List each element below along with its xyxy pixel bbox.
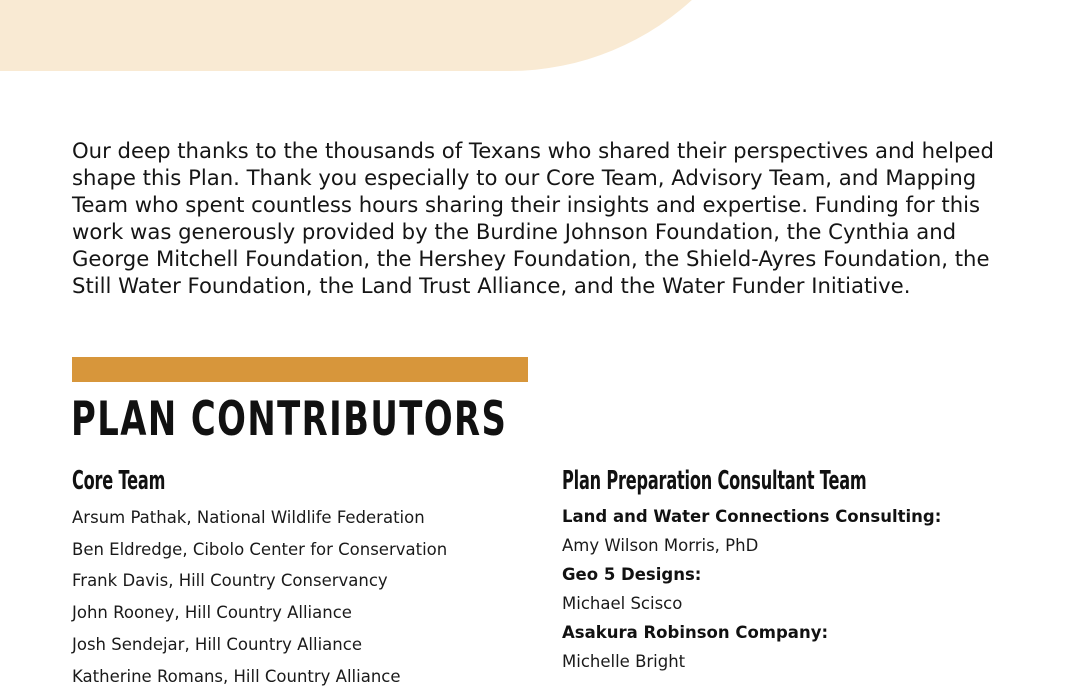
consultant-person: Michael Scisco [562,594,683,613]
consultant-org-name: Land and Water Connections Consulting: [562,507,942,526]
consultant-org-name: Asakura Robinson Company: [562,623,829,642]
core-team-member: Katherine Romans, Hill Country Alliance [72,666,401,686]
core-team-list [72,502,542,692]
consultant-person: Amy Wilson Morris, PhD [562,536,759,555]
core-team-member: Ben Eldredge, Cibolo Center for Conservation [72,539,448,559]
core-team-heading: Core Team [72,466,166,496]
consultant-team-heading: Plan Preparation Consultant Team [562,466,867,496]
consultant-team-column [562,464,1042,676]
intro-paragraph: Our deep thanks to the thousands of Texans who shared their perspectives and helped shape this Plan. Thank you especially to our Core Team, Advisory Team, and Mapping Team who spent countless hours sharing their insights and expertise. Funding for this work was generously provided by the Burdine Johnson Foundation, the Cynthia and George Mitchell Foundation, the Hershey Foundation, the Shield-Ayres Foundation, the Still Water Foundation, the Land Trust Alliance, and the Water Funder Initiative. [72,138,994,298]
consultant-person: Michelle Bright [562,652,686,671]
consultant-org-name: Geo 5 Designs: [562,565,702,584]
core-team-member: Arsum Pathak, National Wildlife Federation [72,508,425,527]
decorative-top-shape [0,0,780,71]
core-team-column [72,464,542,692]
core-team-member: Josh Sendejar, Hill Country Alliance [72,634,362,654]
accent-bar [72,357,528,382]
consultant-team-list [562,502,1042,676]
section-title: PLAN CONTRIBUTORS [71,392,508,447]
core-team-member: John Rooney, Hill Country Alliance [72,603,352,623]
core-team-member: Frank Davis, Hill Country Conservancy [72,571,388,591]
